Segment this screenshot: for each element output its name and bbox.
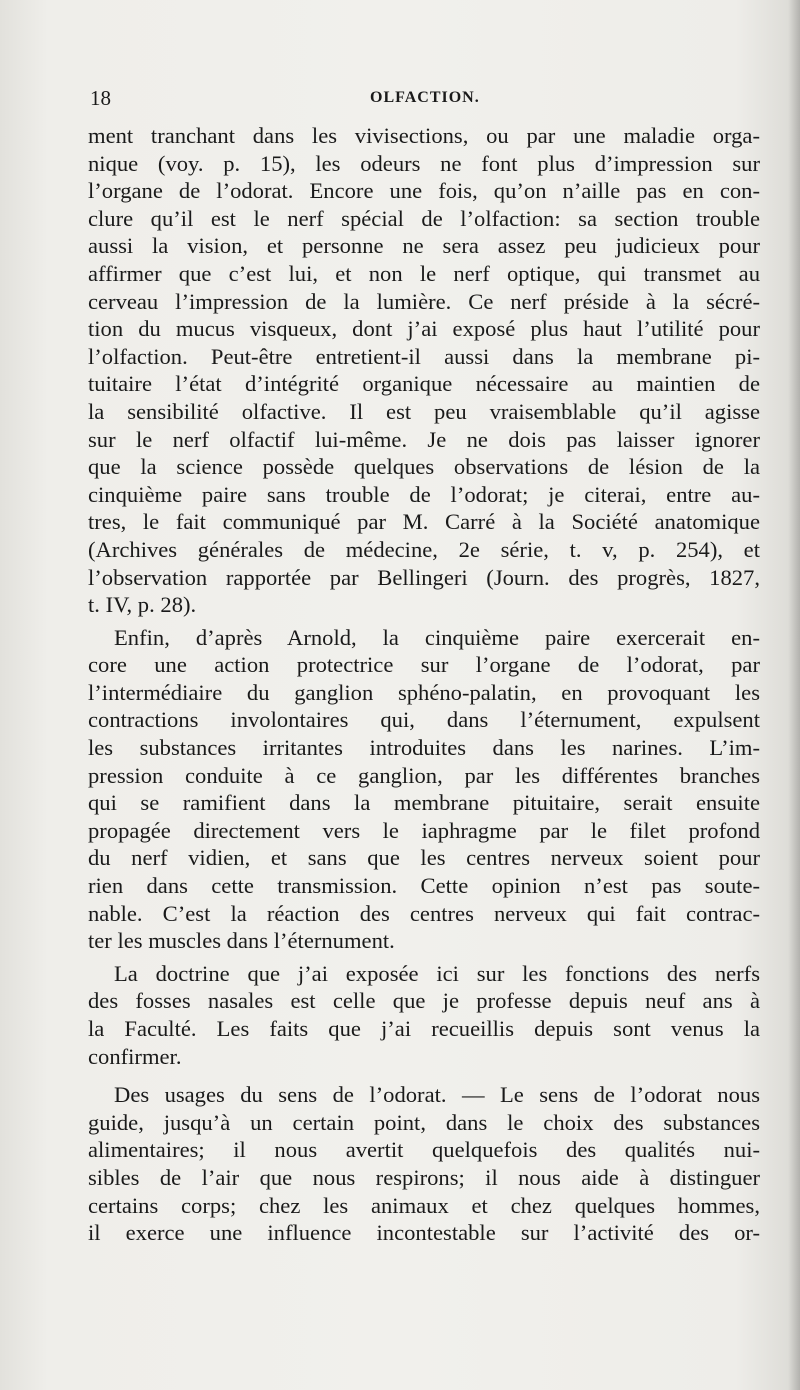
paragraph-gap xyxy=(88,1070,760,1081)
text-line: l’intermédiaire du ganglion sphéno-palatin, en provoquant les xyxy=(88,679,760,705)
body-text xyxy=(88,122,760,1247)
text-line: la sensibilité olfactive. Il est peu vraisemblable qu’il agisse xyxy=(88,398,760,424)
text-line: sur le nerf olfactif lui-même. Je ne dois pas laisser ignorer xyxy=(88,426,760,452)
text-line: les substances irritantes introduites dans les narines. L’im- xyxy=(88,735,760,761)
text-line: tres, le fait communiqué par M. Carré à la Société anatomique xyxy=(88,509,760,535)
text-line: que la science possède quelques observations de lésion de la xyxy=(88,454,760,480)
page-header xyxy=(88,86,760,116)
text-line: nable. C’est la réaction des centres nerveux qui fait contrac- xyxy=(88,900,760,926)
text-line: core une action protectrice sur l’organe de l’odorat, par xyxy=(88,652,760,678)
text-line: du nerf vidien, et sans que les centres nerveux soient pour xyxy=(88,845,760,871)
text-line: Enfin, d’après Arnold, la cinquième paire exercerait en- xyxy=(114,624,760,650)
text-line: clure qu’il est le nerf spécial de l’olfaction: sa section trouble xyxy=(88,205,760,231)
text-line: qui se ramifient dans la membrane pituitaire, serait ensuite xyxy=(88,790,760,816)
text-line: guide, jusqu’à un certain point, dans le choix des substances xyxy=(88,1109,760,1135)
text-line: ment tranchant dans les vivisections, ou par une maladie orga- xyxy=(88,123,760,148)
text-line: l’olfaction. Peut-être entretient-il aussi dans la membrane pi- xyxy=(88,343,760,369)
page-edge-shadow xyxy=(788,0,800,1390)
text-line: certains corps; chez les animaux et chez quelques hommes, xyxy=(88,1192,760,1218)
text-line: (Archives générales de médecine, 2e série, t. v, p. 254), et xyxy=(88,536,760,562)
text-line: cinquième paire sans trouble de l’odorat; je citerai, entre au- xyxy=(88,481,760,507)
text-line: aussi la vision, et personne ne sera assez peu judicieux pour xyxy=(88,233,760,259)
paragraph xyxy=(88,1081,760,1247)
text-line: ter les muscles dans l’éternument. xyxy=(88,928,395,954)
text-line: la Faculté. Les faits que j’ai recueillis depuis sont venus la xyxy=(88,1016,760,1041)
text-line: confirmer. xyxy=(88,1043,182,1069)
text-line: alimentaires; il nous avertit quelquefois des qualités nui- xyxy=(88,1137,760,1163)
paragraph xyxy=(88,122,760,619)
text-line: des fosses nasales est celle que je professe depuis neuf ans à xyxy=(88,988,760,1014)
text-line: rien dans cette transmission. Cette opinion n’est pas soute- xyxy=(88,873,760,899)
text-line: affirmer que c’est lui, et non le nerf optique, qui transmet au xyxy=(88,260,760,286)
text-line: nique (voy. p. 15), les odeurs ne font plus d’impression sur xyxy=(88,150,760,176)
paragraph xyxy=(88,960,760,1070)
text-line: t. IV, p. 28). xyxy=(88,592,197,618)
text-line: Des usages du sens de l’odorat. — Le sens de l’odorat nous xyxy=(114,1082,760,1108)
running-head: OLFACTION. xyxy=(370,89,480,106)
text-line: sibles de l’air que nous respirons; il nous aide à distinguer xyxy=(88,1164,760,1190)
page-number: 18 xyxy=(90,86,111,110)
text-line: cerveau l’impression de la lumière. Ce nerf préside à la sécré- xyxy=(88,288,760,314)
paragraph xyxy=(88,624,760,955)
text-line: La doctrine que j’ai exposée ici sur les fonctions des nerfs xyxy=(114,960,760,986)
text-line: contractions involontaires qui, dans l’éternument, expulsent xyxy=(88,707,760,733)
text-line: propagée directement vers le iaphragme par le filet profond xyxy=(88,817,760,843)
text-line: pression conduite à ce ganglion, par les différentes branches xyxy=(88,762,760,788)
text-line: il exerce une influence incontestable sur l’activité des or- xyxy=(88,1220,760,1246)
text-line: l’observation rapportée par Bellingeri (Journ. des progrès, 1827, xyxy=(88,564,760,590)
text-line: tuitaire l’état d’intégrité organique nécessaire au maintien de xyxy=(88,371,760,397)
text-line: l’organe de l’odorat. Encore une fois, qu’on n’aille pas en con- xyxy=(88,178,760,204)
text-line: tion du mucus visqueux, dont j’ai exposé plus haut l’utilité pour xyxy=(88,316,760,342)
